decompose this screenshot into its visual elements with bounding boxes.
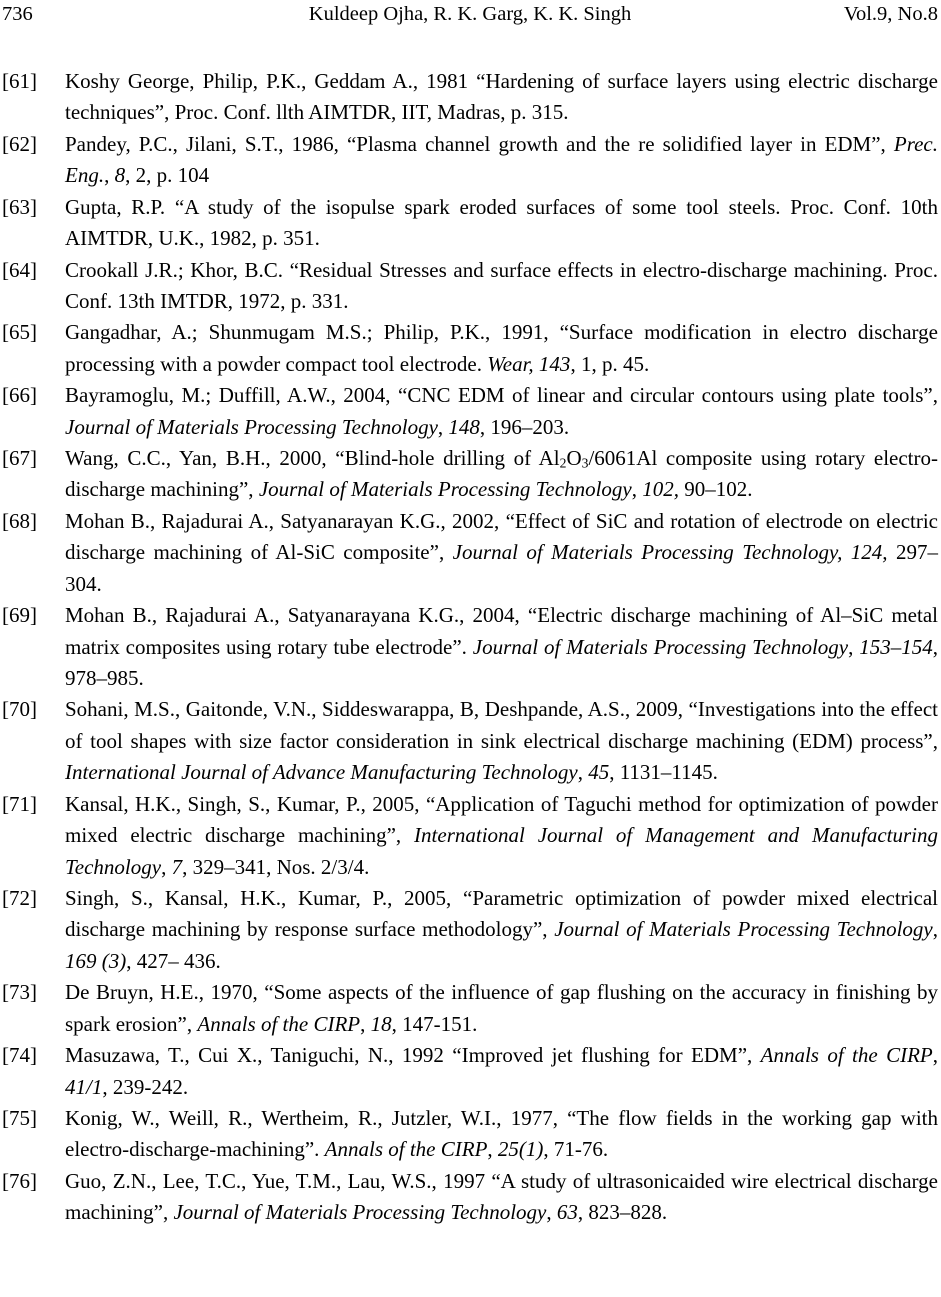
reference-number: [70] — [2, 697, 37, 722]
reference-text: De Bruyn, H.E., 1970, “Some aspects of the influence of gap flushing on the accuracy in finishing by spark erosion”, Annals of the CIRP, 18, 147-151. — [65, 980, 938, 1036]
header-issue: Vol.9, No.8 — [843, 3, 938, 25]
reference-item — [2, 317, 938, 380]
reference-text: Koshy George, Philip, P.K., Geddam A., 1981 “Hardening of surface layers using electric discharge techniques”, Proc. Conf. llth AIMTDR, IIT, Madras, p. 315. — [65, 69, 938, 125]
reference-item — [2, 789, 938, 883]
header-page-number: 736 — [2, 3, 33, 25]
reference-item — [2, 443, 938, 506]
reference-item — [2, 600, 938, 694]
reference-text: Mohan B., Rajadurai A., Satyanarayana K.G., 2004, “Electric discharge machining of Al–SiC metal matrix composites using rotary tube electrode”. Journal of Materials Processing Technology, 153–154, 978–985. — [65, 603, 938, 691]
reference-number: [67] — [2, 446, 37, 471]
reference-number: [73] — [2, 980, 37, 1005]
reference-item — [2, 66, 938, 129]
header-authors: Kuldeep Ojha, R. K. Garg, K. K. Singh — [308, 3, 632, 25]
reference-number: [62] — [2, 131, 37, 156]
reference-text: Gangadhar, A.; Shunmugam M.S.; Philip, P.K., 1991, “Surface modification in electro discharge processing with a powder compact tool electrode. Wear, 143, 1, p. 45. — [65, 320, 938, 376]
reference-item — [2, 1103, 938, 1166]
reference-text: Guo, Z.N., Lee, T.C., Yue, T.M., Lau, W.S., 1997 “A study of ultrasonicaided wire electrical discharge machining”, Journal of Materials Processing Technology, 63, 823–828. — [65, 1168, 938, 1225]
page-header — [2, 2, 938, 26]
reference-number: [61] — [2, 69, 37, 93]
reference-text: Pandey, P.C., Jilani, S.T., 1986, “Plasma channel growth and the re solidified layer in EDM”, Prec. Eng., 8, 2, p. 104 — [65, 131, 938, 188]
reference-number: [64] — [2, 257, 37, 282]
reference-item — [2, 255, 938, 318]
reference-text: Kansal, H.K., Singh, S., Kumar, P., 2005, “Application of Taguchi method for optimization of powder mixed electric discharge machining”, International Journal of Management and Manufacturing Technology, 7, 329–341, Nos. 2/3/4. — [65, 791, 938, 879]
reference-item — [2, 1166, 938, 1229]
reference-number: [76] — [2, 1168, 37, 1193]
reference-text: Mohan B., Rajadurai A., Satyanarayan K.G., 2002, “Effect of SiC and rotation of electrode on electric discharge machining of Al-SiC composite”, Journal of Materials Processing Technology, 124, 297–304. — [65, 508, 938, 596]
reference-item — [2, 1040, 938, 1103]
reference-number: [66] — [2, 383, 37, 408]
reference-text: Masuzawa, T., Cui X., Taniguchi, N., 1992 “Improved jet flushing for EDM”, Annals of the CIRP, 41/1, 239-242. — [65, 1043, 938, 1099]
reference-number: [75] — [2, 1105, 37, 1130]
reference-text: Singh, S., Kansal, H.K., Kumar, P., 2005, “Parametric optimization of powder mixed electrical discharge machining by response surface methodology”, Journal of Materials Processing Technology, 169 (3), 427– 436. — [65, 885, 938, 973]
reference-text: Wang, C.C., Yan, B.H., 2000, “Blind-hole drilling of $Al_2O_3/6061Al$ composite using rotary electro-discharge machining”, Journal of Materials Processing Technology, 102, 90–102. — [65, 446, 939, 502]
reference-number: [74] — [2, 1043, 37, 1068]
reference-text: Bayramoglu, M.; Duffill, A.W., 2004, “CNC EDM of linear and circular contours using plate tools”, Journal of Materials Processing Technology, 148, 196–203. — [65, 383, 938, 439]
reference-item — [2, 883, 938, 977]
reference-item — [2, 129, 938, 192]
reference-number: [65] — [2, 320, 37, 345]
reference-list — [2, 66, 938, 1229]
reference-item — [2, 977, 938, 1040]
reference-number: [72] — [2, 885, 37, 910]
reference-text: Sohani, M.S., Gaitonde, V.N., Siddeswarappa, B, Deshpande, A.S., 2009, “Investigations into the effect of tool shapes with size factor consideration in sink electrical discharge machining (EDM) process”, International Journal of Advance Manufacturing Technology, 45, 1131–1145. — [65, 697, 938, 785]
reference-item — [2, 694, 938, 788]
reference-item — [2, 506, 938, 600]
reference-number: [68] — [2, 508, 37, 533]
reference-number: [63] — [2, 194, 37, 219]
reference-item — [2, 192, 938, 255]
reference-text: Gupta, R.P. “A study of the isopulse spark eroded surfaces of some tool steels. Proc. Conf. 10th AIMTDR, U.K., 1982, p. 351. — [65, 194, 938, 251]
reference-number: [69] — [2, 603, 37, 628]
reference-item — [2, 380, 938, 443]
reference-text: Crookall J.R.; Khor, B.C. “Residual Stresses and surface effects in electro-discharge machining. Proc. Conf. 13th IMTDR, 1972, p. 331. — [65, 257, 938, 313]
reference-number: [71] — [2, 791, 37, 816]
reference-text: Konig, W., Weill, R., Wertheim, R., Jutzler, W.I., 1977, “The flow fields in the working gap with electro-discharge-machining”. Annals of the CIRP, 25(1), 71-76. — [65, 1105, 938, 1162]
